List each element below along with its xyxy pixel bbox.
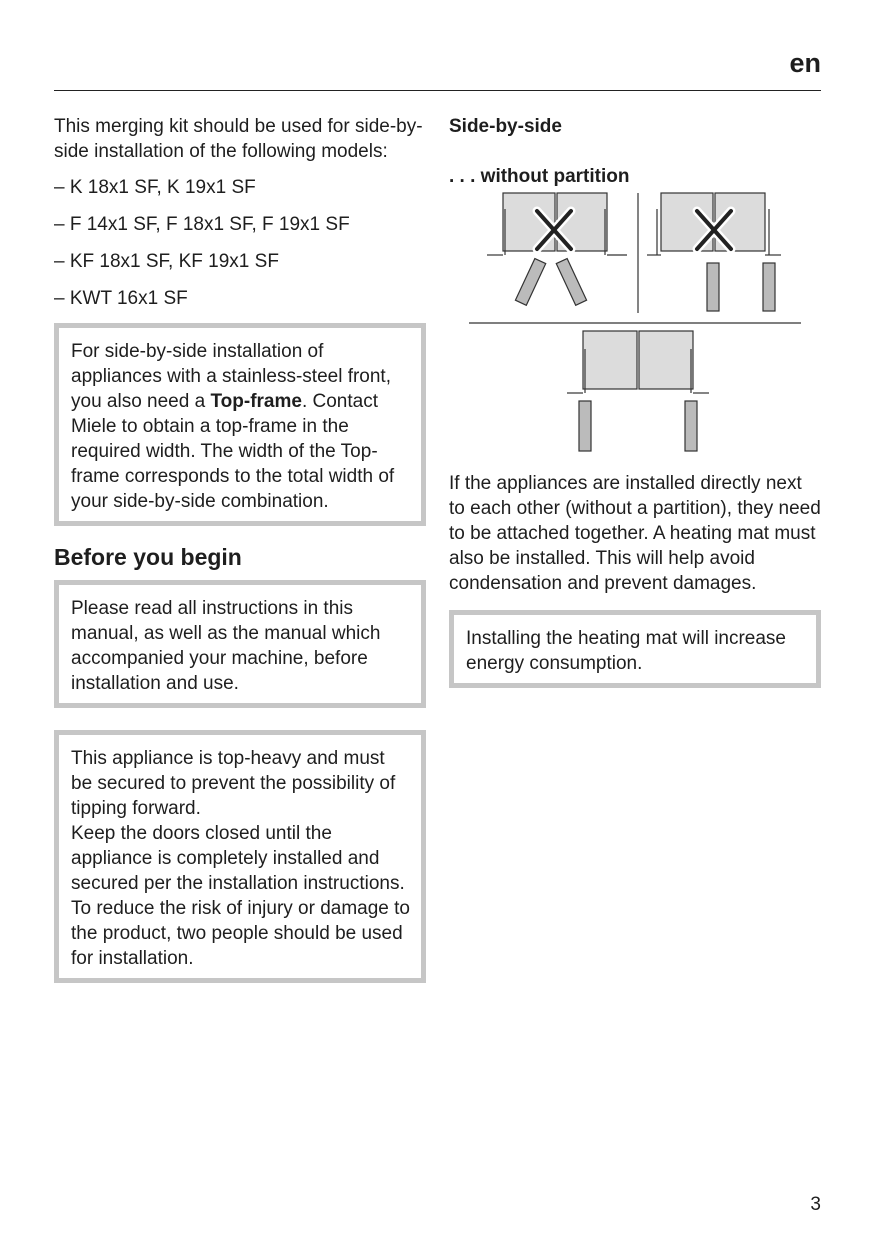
right-column	[449, 114, 821, 688]
top-heavy-warning-box	[54, 730, 426, 983]
language-code: en	[789, 48, 821, 78]
side-by-side-heading: Side-by-side	[449, 116, 562, 137]
model-item: – F 14x1 SF, F 18x1 SF, F 19x1 SF	[54, 214, 350, 235]
warning-line: To reduce the risk of injury or damage to the product, two people should be used for installation.	[71, 898, 411, 969]
read-instructions-box	[54, 580, 426, 708]
warning-line: This appliance is top-heavy and must be secured to prevent the possibility of tipping forward.	[71, 748, 396, 819]
section-title-before-you-begin: Before you begin	[54, 544, 242, 570]
topframe-note-box	[54, 323, 426, 526]
topframe-note-text-end: . Contact Miele to obtain a top-frame in the required width. The width of the Top-frame corresponds to the total width of your side-by-side combination.	[71, 391, 395, 512]
without-partition-subheading: . . . without partition	[449, 166, 630, 187]
heating-mat-note-text: Installing the heating mat will increase energy consumption.	[466, 628, 787, 674]
heating-mat-note-box	[449, 610, 821, 688]
hinge-installation-diagram	[467, 189, 803, 461]
topframe-note-text: For side-by-side installation of appliances with a stainless-steel front, you also need a	[71, 341, 391, 412]
model-item: – K 18x1 SF, K 19x1 SF	[54, 177, 256, 198]
topframe-term: Top-frame	[210, 391, 302, 412]
page-number: 3	[810, 1194, 821, 1215]
installation-body-text: If the appliances are installed directly next to each other (without a partition), they need to be attached together. A heating mat must also be installed. This will help avoid condensation and prevent damages.	[449, 473, 821, 594]
intro-text: This merging kit should be used for side-by-side installation of the following models:	[54, 116, 423, 162]
model-item: – KWT 16x1 SF	[54, 288, 188, 309]
header-rule	[54, 90, 821, 91]
left-column	[54, 114, 426, 983]
model-list	[54, 175, 426, 311]
read-instructions-text: Please read all instructions in this manual, as well as the manual which accompanied your machine, before installation and use.	[71, 598, 381, 694]
warning-line: Keep the doors closed until the appliance is completely installed and secured per the installation instructions.	[71, 823, 405, 894]
model-item: – KF 18x1 SF, KF 19x1 SF	[54, 251, 279, 272]
